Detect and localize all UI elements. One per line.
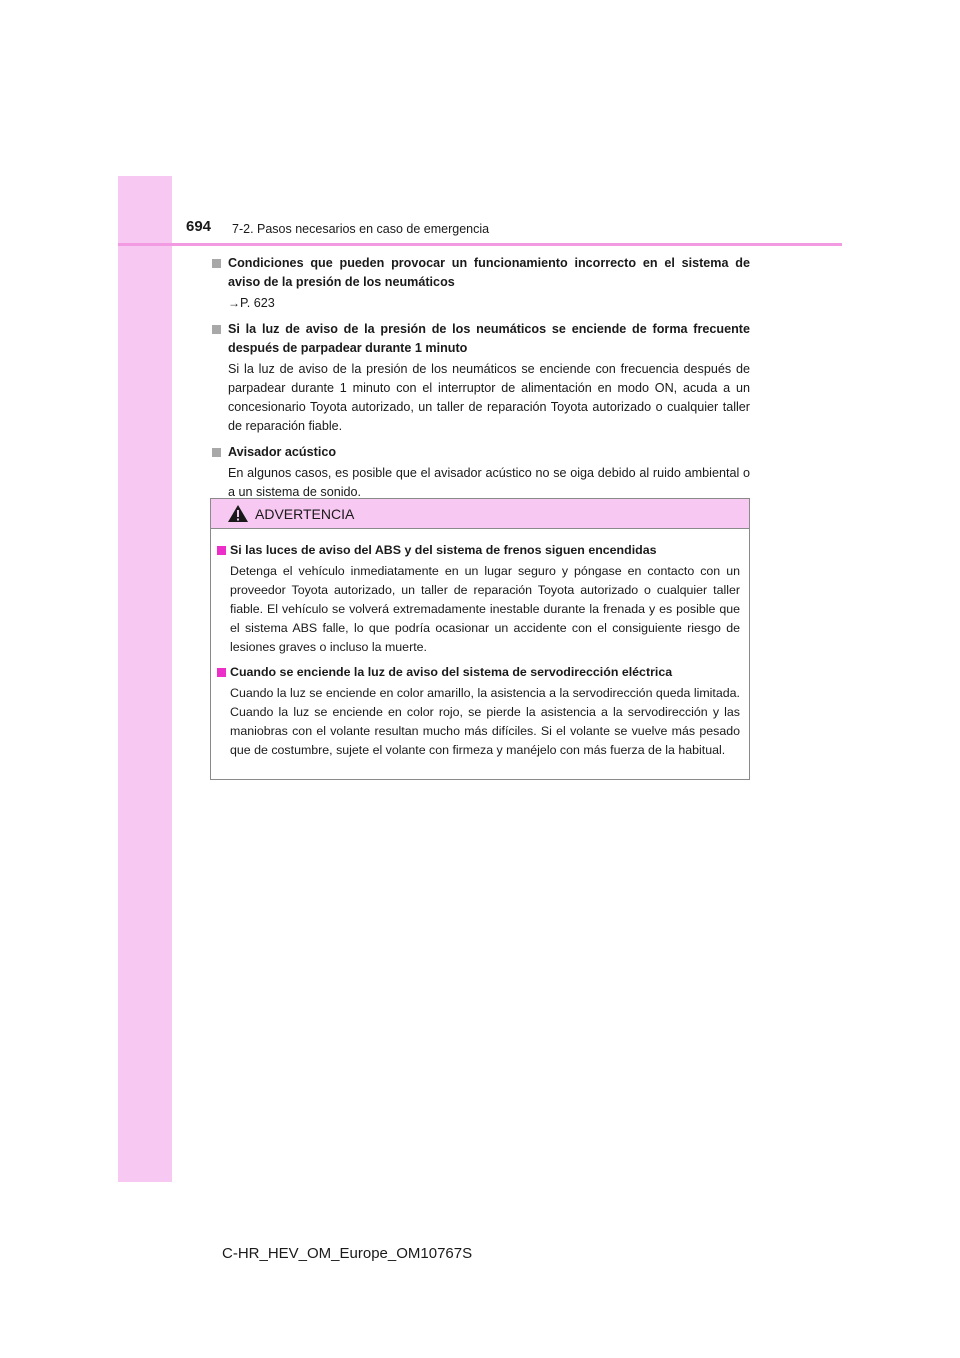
warning-item-heading: [217, 541, 740, 560]
bullet-square-icon: [212, 259, 221, 268]
warning-item-heading-text: Si las luces de aviso del ABS y del sistema de frenos siguen encendidas: [230, 543, 657, 557]
bullet-square-icon: [217, 546, 226, 555]
warning-item-heading: [217, 663, 740, 682]
item-heading: [210, 443, 750, 462]
warning-title: ADVERTENCIA: [255, 506, 355, 522]
warning-header: [211, 499, 749, 529]
list-item: [210, 254, 750, 313]
page-number: 694: [186, 218, 212, 235]
warning-item-heading-text: Cuando se enciende la luz de aviso del sistema de servodirección eléctrica: [230, 665, 673, 679]
warning-item-body: Detenga el vehículo inmediatamente en un lugar seguro y póngase en contacto con un proveedor Toyota autorizado, un taller de reparación Toyota autorizado o cualquier taller fiable. El vehículo se volverá extremadamente inestable durante la frenada y es posible que el sistema ABS falle, lo que podría ocasionar un accidente con el consiguiente riesgo de lesiones graves o incluso la muerte.: [230, 564, 740, 654]
item-body: En algunos casos, es posible que el avisador acústico no se oiga debido al ruido ambiental o a un sistema de sonido.: [228, 466, 750, 499]
side-tab-strip: [118, 176, 172, 1182]
warning-item-body: Cuando la luz se enciende en color amarillo, la asistencia a la servodirección queda limitada. Cuando la luz se enciende en color rojo, se pierde la asistencia a la servodirección y las maniobras con el volante resultan mucho más difíciles. Si el volante se vuelve más pesado que de costumbre, sujete el volante con firmeza y manéjelo con más fuerza de la habitual.: [230, 686, 740, 757]
page-reference: P. 623: [240, 296, 275, 310]
item-heading: [210, 254, 750, 292]
document-code: C-HR_HEV_OM_Europe_OM10767S: [222, 1245, 473, 1262]
arrow-right-icon: →: [228, 296, 240, 310]
item-reference[interactable]: [210, 294, 750, 313]
list-item: [210, 443, 750, 502]
bullet-square-icon: [212, 448, 221, 457]
section-title: 7-2. Pasos necesarios en caso de emergencia: [232, 222, 490, 236]
warning-item: [217, 541, 740, 657]
item-heading: [210, 320, 750, 358]
warning-box: [210, 498, 750, 780]
main-content: [210, 254, 750, 509]
item-heading-text: Si la luz de aviso de la presión de los neumáticos se enciende de forma frecuente después de parpadear durante 1 minuto: [228, 322, 750, 355]
item-heading-text: Condiciones que pueden provocar un funcionamiento incorrecto en el sistema de aviso de la presión de los neumáticos: [228, 256, 750, 289]
warning-triangle-icon: [227, 504, 249, 523]
warning-body: [211, 529, 749, 760]
item-body: Si la luz de aviso de la presión de los neumáticos se enciende con frecuencia después de parpadear durante 1 minuto con el interruptor de alimentación en modo ON, acuda a un concesionario Toyota autorizado, un taller de reparación Toyota autorizado o cualquier taller de reparación fiable.: [228, 362, 750, 433]
warning-item: [217, 663, 740, 760]
header-rule: [118, 243, 842, 246]
bullet-square-icon: [217, 668, 226, 677]
item-heading-text: Avisador acústico: [228, 445, 337, 459]
list-item: [210, 320, 750, 436]
bullet-square-icon: [212, 325, 221, 334]
